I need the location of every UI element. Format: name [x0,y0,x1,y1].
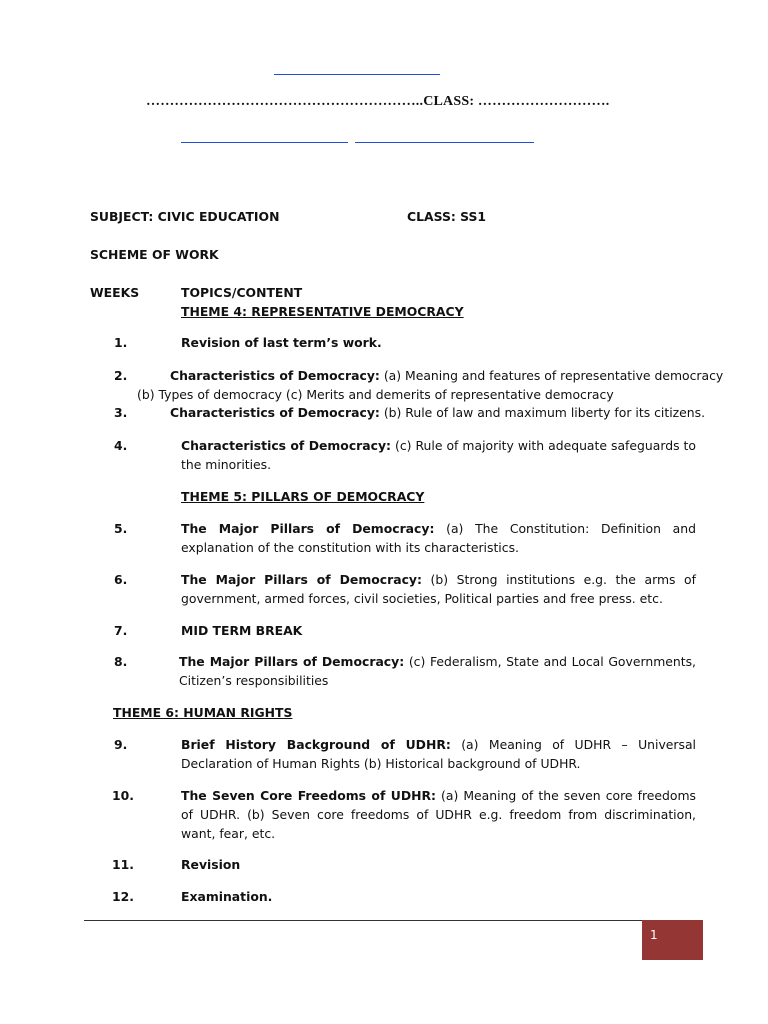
week-4-body: (c) Rule of majority with adequate safeguards to the minorities. [181,438,696,472]
weeks-header: WEEKS [90,285,140,300]
scheme-of-work-title: SCHEME OF WORK [90,247,219,262]
header-class-label: CLASS: [423,94,475,109]
week-10-number: 10. [112,788,134,803]
class-label: CLASS: SS1 [407,209,487,224]
week-8-text [179,652,696,690]
week-5-body: (a) The Constitution: Definition and explanation of the constitution with its characteristics. [181,521,696,555]
week-9-body: (a) Meaning of UDHR – Universal Declaration of Human Rights (b) Historical background of UDHR. [181,737,696,771]
header-link-line-left [181,142,348,143]
week-9-number: 9. [114,737,128,752]
week-8-body: (c) Federalism, State and Local Governments, Citizen’s responsibilities [179,654,696,688]
week-7-number: 7. [114,623,128,638]
week-2-line-2: (b) Types of democracy (c) Merits and demerits of representative democracy [137,387,614,402]
week-4-number: 4. [114,438,128,453]
theme-4-heading: THEME 4: REPRESENTATIVE DEMOCRACY [181,304,464,319]
week-3-number: 3. [114,405,128,420]
week-1-number: 1. [114,335,128,350]
week-3-title: Characteristics of Democracy: [170,405,380,420]
week-2-title: Characteristics of Democracy: [170,368,380,383]
week-6-title: The Major Pillars of Democracy: [181,572,422,587]
week-3-line [170,403,705,422]
week-2-line-1 [170,366,723,385]
week-8-title: The Major Pillars of Democracy: [179,654,405,669]
week-5-title: The Major Pillars of Democracy: [181,521,435,536]
week-5-number: 5. [114,521,128,536]
week-3-body: (b) Rule of law and maximum liberty for its citizens. [379,405,706,420]
page-number: 1 [650,928,658,942]
theme-6-heading: THEME 6: HUMAN RIGHTS [113,705,293,720]
header-dots: ………………………………………………….. [146,94,424,109]
topics-header: TOPICS/CONTENT [181,285,303,300]
week-4-text [181,436,696,474]
week-11-title: Revision [181,857,241,872]
week-7-title: MID TERM BREAK [181,623,303,638]
week-10-text [181,786,696,843]
week-6-number: 6. [114,572,128,587]
week-10-title: The Seven Core Freedoms of UDHR: [181,788,436,803]
week-1-title: Revision of last term’s work. [181,335,382,350]
week-5-text [181,519,696,557]
footer-rule [84,920,642,921]
week-11-number: 11. [112,857,134,872]
page-number-box [642,920,703,960]
week-6-body: (b) Strong institutions e.g. the arms of government, armed forces, civil societies, Political parties and free press. etc. [181,572,696,606]
week-2-body: (a) Meaning and features of representative democracy [379,368,724,383]
week-9-title: Brief History Background of UDHR: [181,737,451,752]
week-6-text [181,570,696,608]
week-9-text [181,735,696,773]
week-10-body: (a) Meaning of the seven core freedoms of UDHR. (b) Seven core freedoms of UDHR e.g. freedom from discrimination, want, fear, etc. [181,788,696,841]
header-link-line-right [355,142,534,143]
subject-label: SUBJECT: CIVIC EDUCATION [90,209,280,224]
week-12-title: Examination. [181,889,273,904]
week-2-number: 2. [114,368,128,383]
week-8-number: 8. [114,654,128,669]
theme-5-heading: THEME 5: PILLARS OF DEMOCRACY [181,489,425,504]
week-12-number: 12. [112,889,134,904]
header-class-dots: ………………………. [474,94,610,109]
header-class-line [146,92,609,111]
header-link-line-top [274,74,440,75]
week-4-title: Characteristics of Democracy: [181,438,392,453]
